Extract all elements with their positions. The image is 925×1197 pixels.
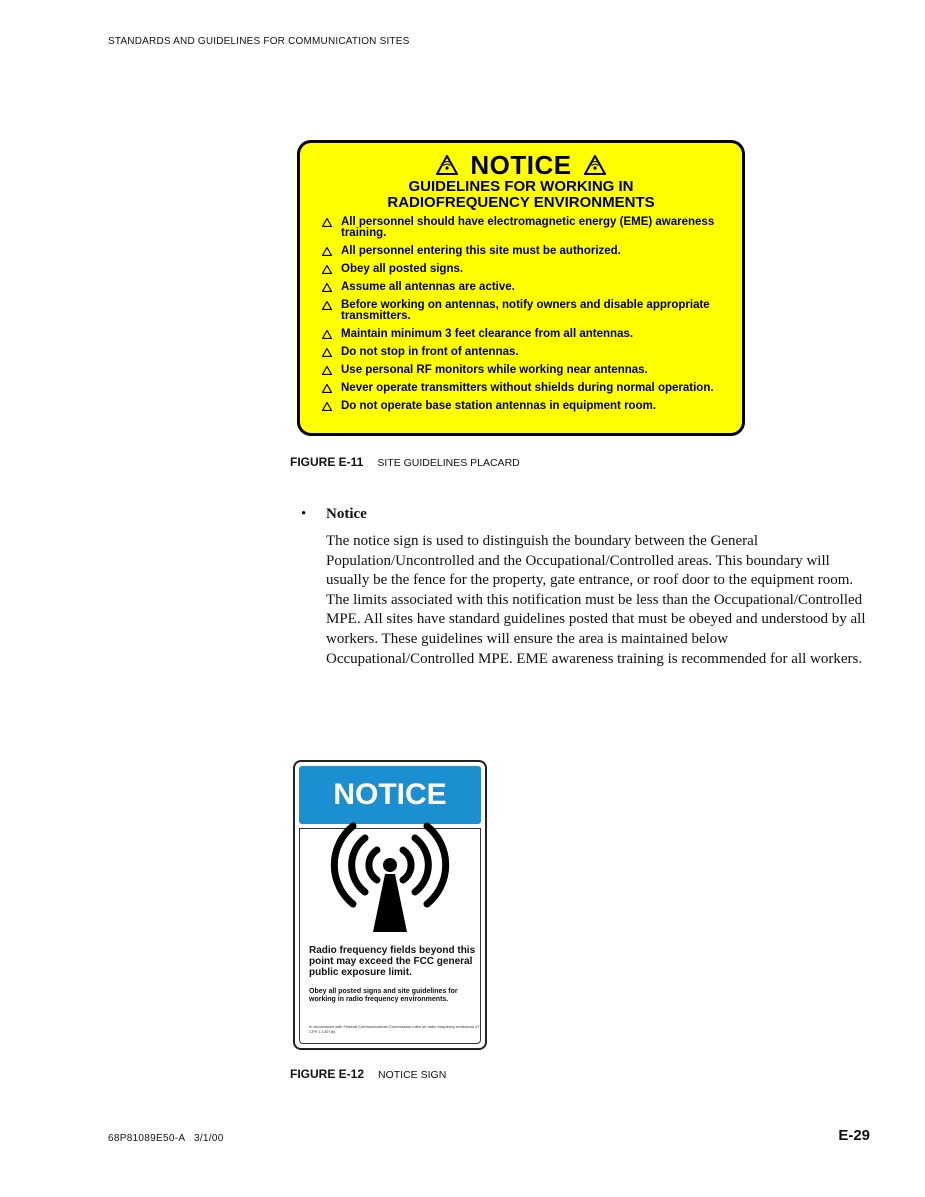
list-item bbox=[322, 383, 730, 394]
bullet: • bbox=[301, 506, 307, 522]
figure-number: FIGURE E-11 bbox=[290, 455, 364, 469]
site-guidelines-placard bbox=[297, 140, 745, 436]
figure-description: SITE GUIDELINES PLACARD bbox=[377, 457, 520, 469]
list-item bbox=[322, 264, 730, 275]
sign-warning-text: Radio frequency fields beyond this point may exceed the FCC general public exposure limit. bbox=[309, 945, 476, 978]
placard-title: NOTICE bbox=[470, 149, 572, 180]
warning-triangle-icon bbox=[322, 301, 332, 310]
sign-fine-print: In accordance with Federal Communications Commission rules on radio frequency emissions 47 CFR 1.1307(b) bbox=[309, 1024, 480, 1034]
list-item bbox=[322, 329, 730, 340]
figure-description: NOTICE SIGN bbox=[378, 1069, 447, 1081]
sign-title: NOTICE bbox=[333, 778, 447, 811]
running-header: STANDARDS AND GUIDELINES FOR COMMUNICATION SITES bbox=[108, 36, 410, 47]
list-item-text: Obey all posted signs. bbox=[341, 263, 464, 275]
body-paragraph: The notice sign is used to distinguish the boundary between the General Population/Uncontrolled and the Occupational/Controlled areas. This boundary will usually be the fence for the property, gate entrance, or roof door to the equipment room. The limits associated with this notification must be less than the Occupational/Controlled MPE. All sites have standard guidelines posted that must be obeyed and understood by all workers. These guidelines will ensure the area is maintained below Occupational/Controlled MPE. EME awareness training is recommended for all workers. bbox=[326, 533, 866, 667]
warning-triangle-icon bbox=[322, 283, 332, 292]
list-item-text: Never operate transmitters without shields during normal operation. bbox=[341, 382, 714, 394]
warning-triangle-icon bbox=[322, 330, 332, 339]
list-item-text: Do not operate base station antennas in equipment room. bbox=[341, 400, 657, 412]
notice-sign bbox=[293, 760, 487, 1050]
sign-instruction-text: Obey all posted signs and site guidelines for working in radio frequency environments. bbox=[309, 988, 458, 1003]
warning-triangle-icon bbox=[322, 348, 332, 357]
figure-caption-e11 bbox=[290, 455, 520, 469]
placard-subtitle-line: GUIDELINES FOR WORKING IN bbox=[408, 178, 634, 195]
list-item-text: Maintain minimum 3 feet clearance from all antennas. bbox=[341, 328, 634, 340]
radio-frequency-icon bbox=[325, 820, 455, 940]
warning-triangle-icon bbox=[322, 247, 332, 256]
page-number: E-29 bbox=[838, 1127, 870, 1144]
warning-triangle-icon bbox=[322, 218, 332, 227]
list-item-text: Before working on antennas, notify owners and disable appropriate transmitters. bbox=[341, 299, 710, 322]
document-number: 68P81089E50-A 3/1/00 bbox=[108, 1133, 224, 1144]
warning-triangle-icon bbox=[322, 265, 332, 274]
list-item bbox=[322, 246, 730, 257]
list-item bbox=[322, 401, 730, 412]
placard-title-row bbox=[300, 149, 742, 181]
section-heading: Notice bbox=[326, 506, 367, 522]
list-item bbox=[322, 217, 730, 239]
placard-guidelines-list bbox=[322, 217, 730, 419]
list-item-text: All personnel entering this site must be authorized. bbox=[341, 245, 621, 257]
list-item-text: Use personal RF monitors while working near antennas. bbox=[341, 364, 648, 376]
placard-subtitle bbox=[300, 179, 742, 211]
list-item-text: All personnel should have electromagnetic energy (EME) awareness training. bbox=[341, 216, 715, 239]
placard-subtitle-line: RADIOFREQUENCY ENVIRONMENTS bbox=[387, 194, 655, 211]
list-item-text: Do not stop in front of antennas. bbox=[341, 346, 519, 358]
list-item bbox=[322, 365, 730, 376]
figure-number: FIGURE E-12 bbox=[290, 1067, 365, 1081]
sign-header-band bbox=[299, 766, 481, 824]
rf-warning-icon bbox=[584, 155, 606, 175]
list-item bbox=[322, 347, 730, 358]
list-item bbox=[322, 300, 730, 322]
warning-triangle-icon bbox=[322, 384, 332, 393]
list-item bbox=[322, 282, 730, 293]
warning-triangle-icon bbox=[322, 402, 332, 411]
rf-warning-icon bbox=[436, 155, 458, 175]
warning-triangle-icon bbox=[322, 366, 332, 375]
list-item-text: Assume all antennas are active. bbox=[341, 281, 515, 293]
figure-caption-e12 bbox=[290, 1067, 446, 1081]
